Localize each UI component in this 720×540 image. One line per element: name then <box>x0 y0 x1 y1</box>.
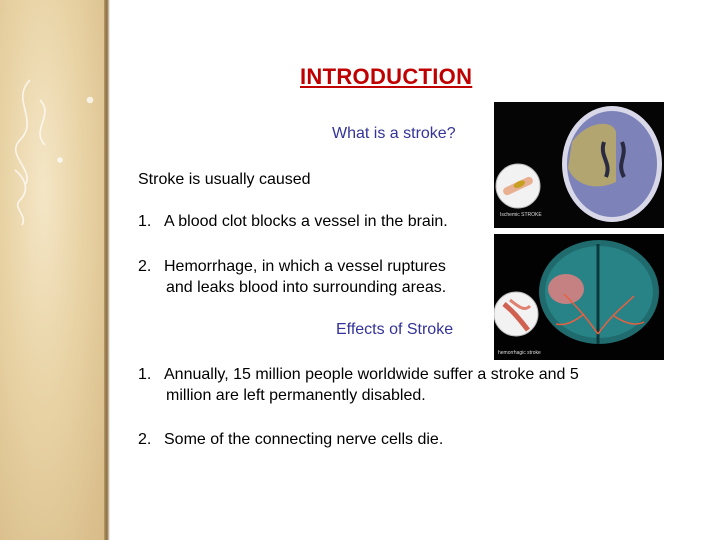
decorative-sidebar <box>0 0 108 540</box>
brain-vessels-illustration <box>494 234 664 360</box>
list-text: Some of the connecting nerve cells die. <box>164 431 444 448</box>
ornament-swirl-icon <box>0 60 108 240</box>
sidebar-divider <box>104 0 110 540</box>
list-text: Hemorrhage, in which a vessel ruptures <box>164 258 446 275</box>
ischemic-stroke-image <box>494 102 664 228</box>
list-number: 2. <box>138 258 152 275</box>
intro-text: Stroke is usually caused <box>138 171 311 188</box>
slide-title: INTRODUCTION <box>300 64 473 89</box>
list-item-effect-2 <box>138 429 443 450</box>
subheading-what-is-stroke: What is a stroke? <box>332 125 456 142</box>
subheading-effects: Effects of Stroke <box>336 321 454 338</box>
hemorrhagic-stroke-image <box>494 234 664 360</box>
list-item-effect-1 <box>138 364 579 406</box>
ischemic-caption: Ischemic STROKE <box>500 212 542 218</box>
list-text: A blood clot blocks a vessel in the brain. <box>164 213 448 230</box>
list-number: 2. <box>138 431 152 448</box>
list-item-cause-2 <box>138 256 446 298</box>
list-item-cause-1 <box>138 211 448 232</box>
hemorrhagic-caption: hemorrhagic stroke <box>498 350 541 356</box>
list-text-continued: million are left permanently disabled. <box>166 387 426 404</box>
list-text-continued: and leaks blood into surrounding areas. <box>166 279 447 296</box>
list-number: 1. <box>138 366 152 383</box>
list-number: 1. <box>138 213 152 230</box>
list-text: Annually, 15 million people worldwide suffer a stroke and 5 <box>164 366 579 383</box>
brain-scan-illustration <box>494 102 664 228</box>
